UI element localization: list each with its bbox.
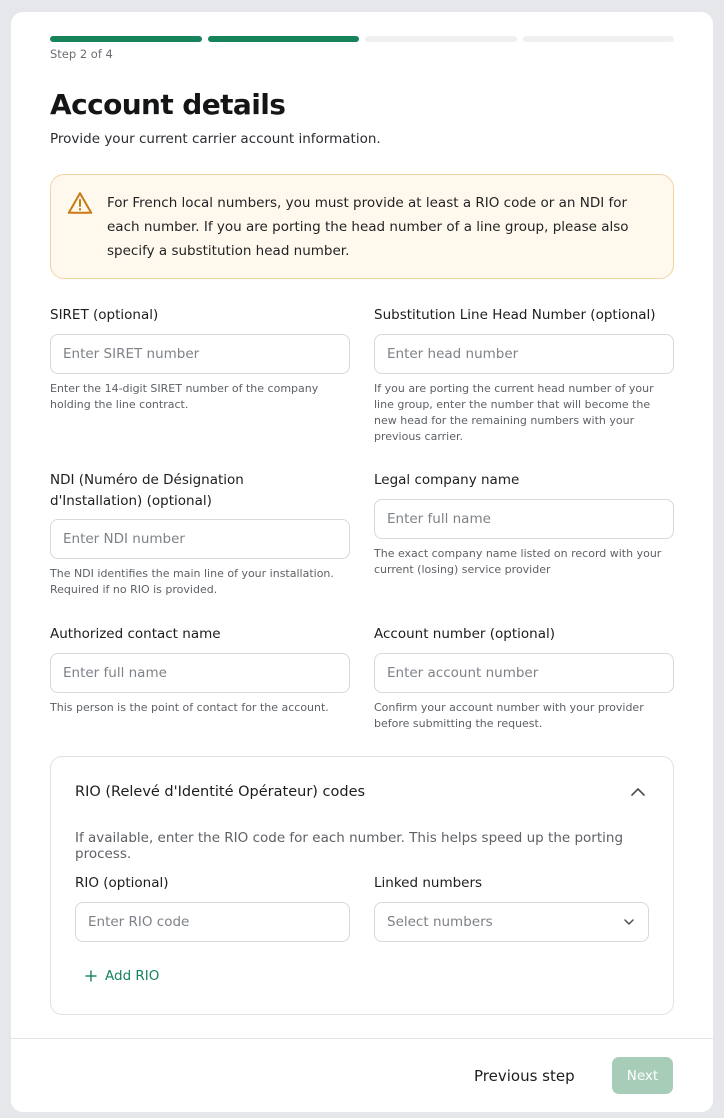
account-number-hint: Confirm your account number with your provider before submitting the request. bbox=[374, 701, 644, 730]
contact-input[interactable] bbox=[50, 653, 350, 693]
ndi-field bbox=[50, 470, 350, 598]
rio-section bbox=[50, 756, 674, 1015]
ndi-label: NDI (Numéro de Désignation d'Installation) (optional) bbox=[50, 472, 244, 509]
ndi-input[interactable] bbox=[50, 519, 350, 559]
legal-name-hint: The exact company name listed on record with your current (losing) service provider bbox=[374, 547, 662, 576]
siret-hint: Enter the 14-digit SIRET number of the company holding the line contract. bbox=[50, 382, 319, 411]
progress-segment-2 bbox=[208, 36, 360, 42]
legal-name-field bbox=[374, 470, 674, 578]
page-title: Account details bbox=[50, 88, 286, 121]
warning-triangle-icon bbox=[67, 191, 93, 215]
chevron-down-icon bbox=[622, 917, 636, 927]
account-number-field bbox=[374, 624, 674, 732]
progress-bar bbox=[50, 36, 674, 42]
contact-placeholder: Enter full name bbox=[63, 665, 167, 681]
ndi-placeholder: Enter NDI number bbox=[63, 531, 185, 547]
add-rio-label: Add RIO bbox=[105, 968, 160, 984]
legal-name-label: Legal company name bbox=[374, 472, 520, 488]
linked-numbers-select[interactable] bbox=[374, 902, 649, 942]
rio-code-label: RIO (optional) bbox=[75, 875, 169, 891]
form-card bbox=[11, 12, 713, 1112]
rio-section-title[interactable]: RIO (Relevé d'Identité Opérateur) codes bbox=[75, 784, 366, 800]
rio-code-placeholder: Enter RIO code bbox=[88, 914, 190, 930]
linked-numbers-placeholder: Select numbers bbox=[387, 914, 493, 930]
account-number-input[interactable] bbox=[374, 653, 674, 693]
contact-label: Authorized contact name bbox=[50, 626, 221, 642]
account-number-placeholder: Enter account number bbox=[387, 665, 539, 681]
substitution-field bbox=[374, 305, 674, 445]
contact-hint: This person is the point of contact for the account. bbox=[50, 701, 329, 714]
substitution-placeholder: Enter head number bbox=[387, 346, 519, 362]
linked-numbers-label: Linked numbers bbox=[374, 875, 483, 891]
siret-input[interactable] bbox=[50, 334, 350, 374]
ndi-hint: The NDI identifies the main line of your installation. Required if no RIO is provided. bbox=[50, 567, 334, 596]
siret-field bbox=[50, 305, 350, 413]
progress-segment-1 bbox=[50, 36, 202, 42]
substitution-label: Substitution Line Head Number (optional) bbox=[374, 307, 656, 323]
form-footer bbox=[11, 1038, 713, 1112]
next-button[interactable]: Next bbox=[612, 1057, 673, 1094]
page-subtitle: Provide your current carrier account information. bbox=[50, 131, 381, 147]
warning-alert bbox=[50, 174, 674, 279]
contact-field bbox=[50, 624, 350, 716]
previous-step-button[interactable]: Previous step bbox=[474, 1067, 575, 1085]
legal-name-input[interactable] bbox=[374, 499, 674, 539]
siret-label: SIRET (optional) bbox=[50, 307, 159, 323]
substitution-hint: If you are porting the current head number of your line group, enter the number that will become the new head for the remaining numbers with your previous carrier. bbox=[374, 382, 654, 443]
add-rio-button[interactable] bbox=[85, 968, 159, 984]
progress-segment-4 bbox=[523, 36, 675, 42]
alert-message: For French local numbers, you must provide at least a RIO code or an NDI for each number. If you are porting the head number of a line group, please also specify a substitution head number. bbox=[107, 195, 629, 259]
step-label: Step 2 of 4 bbox=[50, 47, 113, 61]
rio-description: If available, enter the RIO code for each number. This helps speed up the porting process. bbox=[75, 830, 624, 862]
account-number-label: Account number (optional) bbox=[374, 626, 556, 642]
rio-code-input[interactable] bbox=[75, 902, 350, 942]
chevron-up-icon[interactable] bbox=[629, 785, 647, 799]
progress-segment-3 bbox=[365, 36, 517, 42]
siret-placeholder: Enter SIRET number bbox=[63, 346, 200, 362]
plus-icon bbox=[85, 970, 97, 982]
substitution-input[interactable] bbox=[374, 334, 674, 374]
legal-name-placeholder: Enter full name bbox=[387, 511, 491, 527]
